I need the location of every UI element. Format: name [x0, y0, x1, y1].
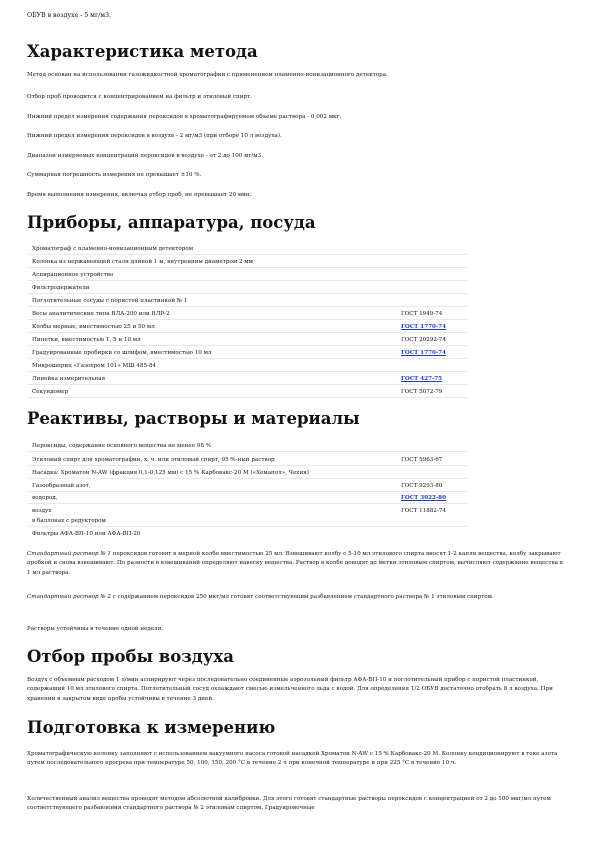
reagent-note: в баллонах с редуктором [32, 518, 106, 524]
equipment-row: Пипетки, вместимостью 1, 5 и 10 мл ГОСТ 20292-74 [27, 335, 467, 346]
equipment-row: Поглотительные сосуды с пористой пластинкой № 1 [27, 296, 467, 307]
gost-reference: ГОСТ 9293-80 [401, 483, 443, 489]
reagent-row: воздух ГОСТ 11882-74 в баллонах с редуктором [27, 506, 467, 527]
method-paragraph: Нижний предел измерения пероксидов в воздухе - 2 мг/м3 (при отборе 10 л воздуха). [27, 133, 282, 139]
paragraph-lead: Стандартный раствор № 2 [27, 594, 111, 600]
reagent-row: Фильтры АФА-ВП-10 или АФА-ВП-20 [32, 531, 141, 537]
reagent-row: водород, ГОСТ 3022-80 [27, 493, 467, 504]
gost-reference: ГОСТ 5072-79 [401, 389, 443, 395]
reagent-paragraph: Растворы устойчивы в течение одной недели. [27, 626, 164, 632]
gost-link[interactable]: ГОСТ 427-75 [401, 376, 443, 382]
sampling-paragraph: Воздух с объемным расходом 1 л/мин аспирируют через последовательно соединенные аэрозольный фильтр АФА-ВП-10 и поглотительный прибор с пористой пластинкой, содержащий 10 мл этилового спирта. Поглотительный сосуд охлаждают смесью измельченного льда с водой. Для определения 1/2 ОБУВ достаточно отобрать 8 л воздуха. При хранении в закрытом виде пробы устойчивы в течение 3 дней. [27, 677, 553, 702]
equipment-row: Весы аналитические типа ВЛА-200 или ВЛР-2 ГОСТ 1949-74 [27, 309, 467, 320]
equipment-row: Фильтродержатели [27, 283, 467, 294]
paragraph-lead: Стандартный раствор № 1 [27, 551, 111, 557]
heading-reagents: Реактивы, растворы и материалы [27, 409, 360, 428]
method-paragraph: Отбор проб проводится с концентрированием на фильтр и этиловый спирт. [27, 94, 252, 100]
gost-reference: ГОСТ 5963-67 [401, 457, 443, 463]
reagent-paragraph: Стандартный раствор № 1 пероксидов готовят в мерной колбе вместимостью 25 мл. Взвешивают колбу с 5-10 мл этилового спирта вносят 1-2 капли вещества, колбу закрывают пробкой и снова взвешивают. По разности в взвешиваний определяют навеску вещества. Раствор в колбе доводят до метки этиловым спиртом, вычисляют содержание вещества в 1 мл раствора. [27, 551, 563, 576]
gost-link[interactable]: ГОСТ 3022-80 [401, 495, 446, 501]
heading-equipment: Приборы, аппаратура, посуда [27, 213, 316, 232]
equipment-row: Микрошприц «Газохром 101» МШ 485-84 [27, 361, 467, 372]
heading-sampling: Отбор пробы воздуха [27, 647, 234, 666]
heading-method: Характеристика метода [27, 42, 258, 61]
method-paragraph: Суммарная погрешность измерения не превышает ±10 %. [27, 172, 202, 178]
method-paragraph: Диапазон измеряемых концентраций пероксидов в воздухе - от 2 до 100 мг/м3. [27, 153, 263, 159]
equipment-row: Градуированные пробирки со шлифом, вместимостью 10 мл ГОСТ 1770-74 [27, 348, 467, 359]
gost-reference: ГОСТ 1949-74 [401, 311, 443, 317]
equipment-row: Аспирационное устройство [27, 270, 467, 281]
method-paragraph: Метод основан на использовании газожидкостной хроматографии с применением пламенно-ионизационного детектора. [27, 72, 388, 78]
heading-preparation: Подготовка к измерению [27, 718, 276, 737]
equipment-row: Колонка из нержавеющей стали длиной 1 м, внутренним диаметром 2 мм [27, 257, 467, 268]
obuv-line: ОБУВ в воздухе - 5 мг/м3. [27, 12, 112, 19]
method-paragraph: Время выполнения измерения, включая отбор проб, не превышает 20 мин. [27, 192, 252, 198]
reagent-row: Насадка: Хроматон N-AW (фракция 0,1-0,125 мм) с 15 % Карбовакс-20 М («Хемапол», Чехия) [27, 468, 467, 479]
reagent-row: Пероксиды, содержание основного вещества не менее 98 % [27, 441, 467, 452]
gost-reference: ГОСТ 20292-74 [401, 337, 446, 343]
method-paragraph: Нижний предел измерения содержания пероксидов в хроматографируемом объеме раствора - 0,002 мкг. [27, 114, 342, 120]
equipment-row: Секундомер ГОСТ 5072-79 [27, 387, 467, 398]
reagent-row: Этиловый спирт для хроматографии, х. ч. или этиловый спирт, 95 %-ный раствор ГОСТ 5963-67 [27, 455, 467, 466]
gost-link[interactable]: ГОСТ 1770-74 [401, 350, 446, 356]
equipment-row: Хроматограф с пламенно-ионизационным детектором [27, 244, 467, 255]
preparation-paragraph: Хроматографическую колонку заполняют с использованием вакуумного насоса готовой насадкой Хроматон N-AW с 15 % Карбовакс-20 М. Колонку кондиционируют в токе азота путем последовательного прогрева при температуре 50, 100, 150, 200 °С в течение 2 ч при конечной температуре и при 225 °С в течение 10 ч. [27, 751, 558, 767]
equipment-row: Колбы мерные, вместимостью 25 и 50 мл ГОСТ 1770-74 [27, 322, 467, 333]
gost-link[interactable]: ГОСТ 1770-74 [401, 324, 446, 330]
reagent-row: Газообразный азот, ГОСТ 9293-80 [27, 481, 467, 492]
preparation-paragraph: Количественный анализ вещества проводят методом абсолютной калибровки. Для этого готовят стандартные растворы пероксидов с концентрацией от 2 до 100 мкг/мл путем соответствующего разбавления стандартного раствора № 2 этиловым спиртом. Градуировочные [27, 796, 551, 812]
gost-reference: ГОСТ 11882-74 [401, 508, 446, 514]
equipment-row: Линейка измерительная ГОСТ 427-75 [27, 374, 467, 385]
reagent-paragraph: Стандартный раствор № 2 с содержанием пероксидов 250 мкг/мл готовят соответствующим разбавлением стандартного раствора № 1 этиловым спиртом. [27, 594, 494, 600]
